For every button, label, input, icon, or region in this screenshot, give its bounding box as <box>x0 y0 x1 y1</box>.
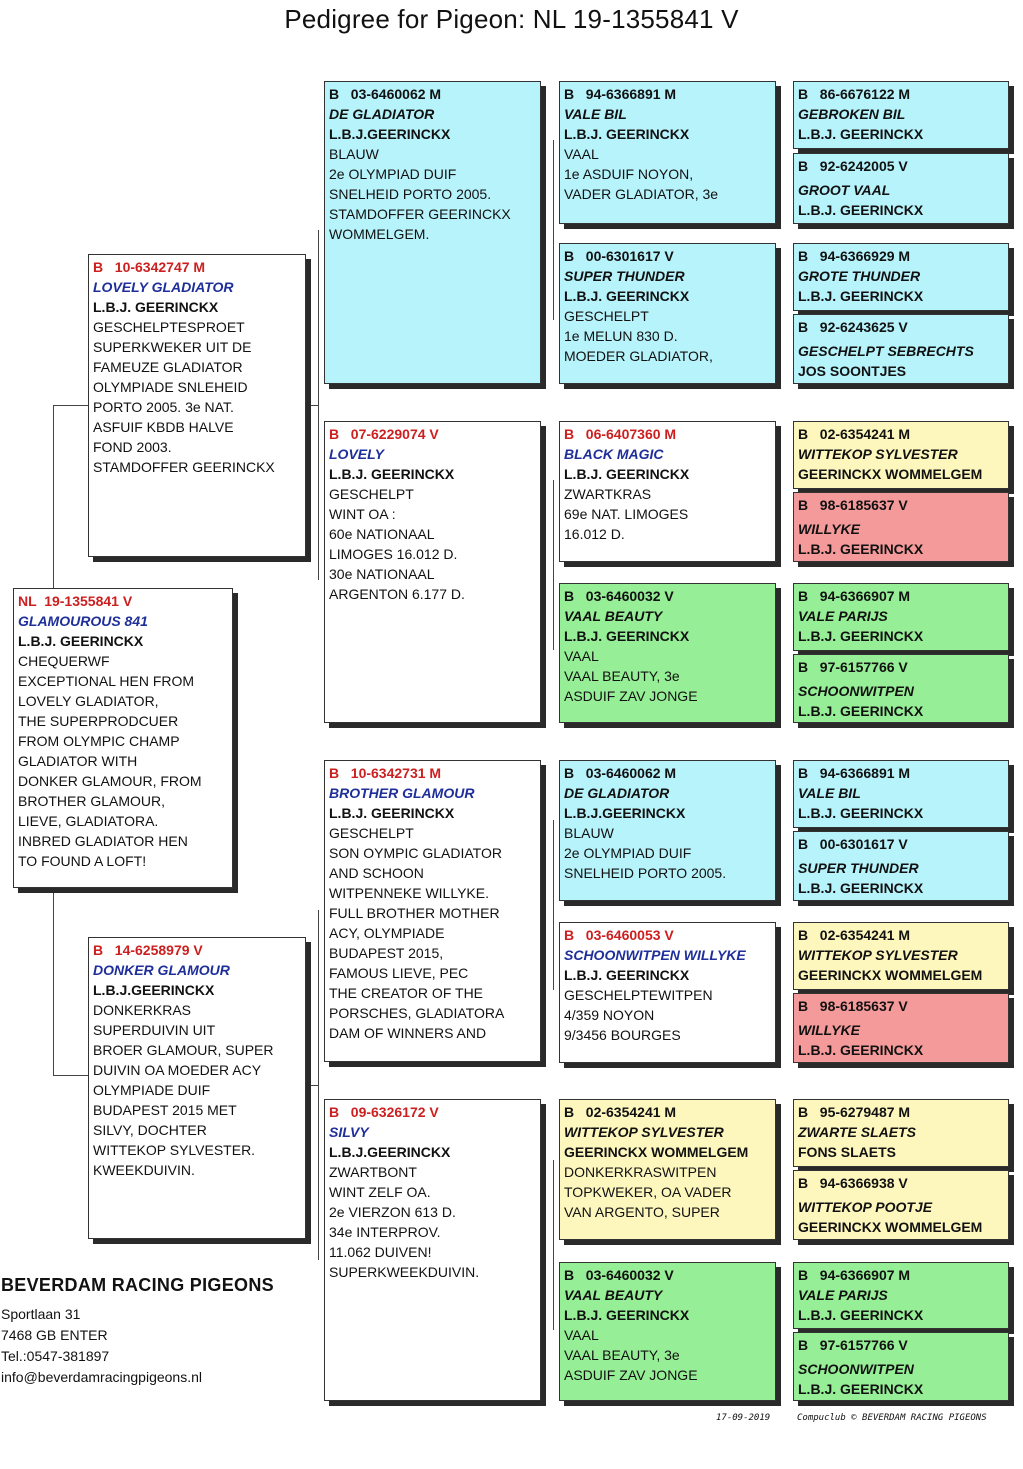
info-line: FOND 2003. <box>93 439 172 455</box>
ring-number: B 94-6366907 M <box>798 588 911 604</box>
info-line: 30e NATIONAAL <box>329 566 435 582</box>
pigeon-name: VAAL BEAUTY <box>564 1287 663 1303</box>
breeder: GEERINCKX WOMMELGEM <box>798 1219 983 1235</box>
page-title: Pedigree for Pigeon: NL 19-1355841 V <box>284 4 739 34</box>
breeder: L.B.J. GEERINCKX <box>564 466 690 482</box>
info-line: ACY, OLYMPIADE <box>329 925 445 941</box>
info-line: GESCHELPT <box>564 308 649 324</box>
breeder: JOS SOONTJES <box>798 363 907 379</box>
ring-number: B 94-6366891 M <box>798 765 911 781</box>
breeder: L.B.J. GEERINCKX <box>798 288 924 304</box>
breeder: L.B.J. GEERINCKX <box>564 1307 690 1323</box>
ring-number: B 02-6354241 M <box>564 1104 677 1120</box>
info-line: INBRED GLADIATOR HEN <box>18 833 188 849</box>
info-line: 4/359 NOYON <box>564 1007 655 1023</box>
print-date: 17-09-2019 <box>716 1413 771 1423</box>
breeder: L.B.J. GEERINCKX <box>798 202 924 218</box>
info-line: DONKER GLAMOUR, FROM <box>18 773 202 789</box>
info-line: DAM OF WINNERS AND <box>329 1025 487 1041</box>
pigeon-name: VALE PARIJS <box>798 608 888 624</box>
breeder: GEERINCKX WOMMELGEM <box>798 466 983 482</box>
pigeon-card-g4-14 <box>793 1170 1009 1240</box>
breeder: L.B.J. GEERINCKX <box>329 805 455 821</box>
info-line: VAAL <box>564 648 599 664</box>
connector-g2-2 <box>553 480 554 650</box>
info-line: GESCHELPT <box>329 825 414 841</box>
pigeon-name: SCHOONWITPEN WILLYKE <box>564 947 746 963</box>
pigeon-card-g4-13 <box>793 1099 1009 1167</box>
info-line: STAMDOFFER GEERINCKX <box>329 206 511 222</box>
info-line: WITPENNEKE WILLYKE. <box>329 885 489 901</box>
connector-g2-3 <box>553 820 554 990</box>
info-line: 1e MELUN 830 D. <box>564 328 678 344</box>
pigeon-name: VALE PARIJS <box>798 1287 888 1303</box>
pigeon-name: SUPER THUNDER <box>798 860 919 876</box>
loft-city: 7468 GB ENTER <box>1 1327 108 1343</box>
info-line: VADER GLADIATOR, 3e <box>564 186 719 202</box>
info-line: LOVELY GLADIATOR, <box>18 693 159 709</box>
loft-phone: Tel.:0547-381897 <box>1 1348 110 1364</box>
ring-number: NL 19-1355841 V <box>18 593 133 609</box>
pigeon-name: GESCHELPT SEBRECHTS <box>798 343 974 359</box>
ring-number: B 97-6157766 V <box>798 1337 908 1353</box>
info-line: 2e OLYMPIAD DUIF <box>329 166 457 182</box>
pigeon-name: WILLYKE <box>798 521 860 537</box>
breeder: L.B.J. GEERINCKX <box>564 628 690 644</box>
info-line: GESCHELPTESPROET <box>93 319 245 335</box>
pigeon-name: VALE BIL <box>564 106 627 122</box>
pigeon-card-g2-3 <box>324 760 541 1062</box>
pigeon-name: SUPER THUNDER <box>564 268 685 284</box>
pigeon-card-g2-1 <box>324 81 541 384</box>
info-line: SUPERKWEKER UIT DE <box>93 339 252 355</box>
pigeon-card-g4-10 <box>793 831 1009 901</box>
ring-number: B 09-6326172 V <box>329 1104 439 1120</box>
info-line: VAAL BEAUTY, 3e <box>564 1347 680 1363</box>
pigeon-name: GEBROKEN BIL <box>798 106 906 122</box>
info-line: GESCHELPTEWITPEN <box>564 987 713 1003</box>
connector-g2-4 <box>553 1160 554 1330</box>
info-line: OLYMPIADE DUIF <box>93 1082 211 1098</box>
pigeon-name: GLAMOUROUS 841 <box>18 613 148 629</box>
ring-number: B 00-6301617 V <box>798 836 908 852</box>
pigeon-card-g4-3 <box>793 243 1009 311</box>
pigeon-name: ZWARTE SLAETS <box>798 1124 916 1140</box>
info-line: 2e OLYMPIAD DUIF <box>564 845 692 861</box>
ring-number: B 02-6354241 M <box>798 426 911 442</box>
ring-number: B 03-6460032 V <box>564 588 674 604</box>
info-line: SNELHEID PORTO 2005. <box>564 865 727 881</box>
info-line: BLAUW <box>329 146 379 162</box>
info-line: THE CREATOR OF THE <box>329 985 484 1001</box>
info-line: 11.062 DUIVEN! <box>329 1244 432 1260</box>
info-line: LIMOGES 16.012 D. <box>329 546 458 562</box>
connector-sire-h <box>306 405 319 406</box>
pigeon-name: LOVELY GLADIATOR <box>93 279 234 295</box>
info-line: BUDAPEST 2015 MET <box>93 1102 237 1118</box>
info-line: VAN ARGENTO, SUPER <box>564 1204 720 1220</box>
loft-name: BEVERDAM RACING PIGEONS <box>1 1275 274 1295</box>
info-line: ZWARTBONT <box>329 1164 417 1180</box>
pigeon-card-g4-5 <box>793 421 1009 489</box>
breeder: GEERINCKX WOMMELGEM <box>798 967 983 983</box>
ring-number: B 98-6185637 V <box>798 497 908 513</box>
info-line: STAMDOFFER GEERINCKX <box>93 459 275 475</box>
loft-street: Sportlaan 31 <box>1 1306 81 1322</box>
ring-number: B 07-6229074 V <box>329 426 439 442</box>
info-line: THE SUPERPRODCUER <box>18 713 179 729</box>
pigeon-name: WILLYKE <box>798 1022 860 1038</box>
pigeon-name: WITTEKOP POOTJE <box>798 1199 933 1215</box>
pigeon-card-g3-2 <box>559 243 776 384</box>
breeder: L.B.J. GEERINCKX <box>798 628 924 644</box>
breeder: L.B.J. GEERINCKX <box>564 288 690 304</box>
pigeon-name: VAAL BEAUTY <box>564 608 663 624</box>
info-line: PORSCHES, GLADIATORA <box>329 1005 505 1021</box>
info-line: SON OYMPIC GLADIATOR <box>329 845 502 861</box>
breeder: L.B.J. GEERINCKX <box>798 703 924 719</box>
info-line: DONKERKRASWITPEN <box>564 1164 717 1180</box>
pigeon-name: LOVELY <box>329 446 384 462</box>
connector-subject-dam <box>53 1075 89 1076</box>
info-line: AND SCHOON <box>329 865 424 881</box>
info-line: FAMEUZE GLADIATOR <box>93 359 243 375</box>
ring-number: B 10-6342731 M <box>329 765 442 781</box>
pigeon-card-g3-8 <box>559 1262 776 1401</box>
connector-dam-h <box>306 1085 319 1086</box>
breeder: L.B.J. GEERINCKX <box>798 1307 924 1323</box>
pigeon-card-g4-9 <box>793 760 1009 828</box>
pigeon-card-g4-8 <box>793 654 1009 723</box>
info-line: ARGENTON 6.177 D. <box>329 586 465 602</box>
info-line: 9/3456 BOURGES <box>564 1027 681 1043</box>
pigeon-card-g4-2 <box>793 153 1009 224</box>
ring-number: B 94-6366891 M <box>564 86 677 102</box>
info-line: BLAUW <box>564 825 614 841</box>
ring-number: B 03-6460062 M <box>329 86 442 102</box>
pigeon-name: VALE BIL <box>798 785 861 801</box>
info-line: TOPKWEKER, OA VADER <box>564 1184 732 1200</box>
pigeon-name: WITTEKOP SYLVESTER <box>798 446 958 462</box>
pigeon-card-g2-2 <box>324 421 541 723</box>
pigeon-card-g4-7 <box>793 583 1009 651</box>
breeder: L.B.J. GEERINCKX <box>93 299 219 315</box>
pigeon-card-g3-7 <box>559 1099 776 1240</box>
breeder: L.B.J. GEERINCKX <box>798 880 924 896</box>
pigeon-card-sire <box>88 254 306 557</box>
info-line: 69e NAT. LIMOGES <box>564 506 689 522</box>
breeder: GEERINCKX WOMMELGEM <box>564 1144 749 1160</box>
breeder: L.B.J. GEERINCKX <box>798 1381 924 1397</box>
connector-subject-dam-v <box>53 890 54 1076</box>
info-line: BUDAPEST 2015, <box>329 945 444 961</box>
info-line: ASDUIF ZAV JONGE <box>564 688 698 704</box>
breeder: L.B.J. GEERINCKX <box>798 126 924 142</box>
pigeon-card-g3-3 <box>559 421 776 562</box>
info-line: SILVY, DOCHTER <box>93 1122 207 1138</box>
info-line: BROTHER GLAMOUR, <box>18 793 166 809</box>
ring-number: B 95-6279487 M <box>798 1104 911 1120</box>
info-line: KWEEKDUIVIN. <box>93 1162 195 1178</box>
ring-number: B 02-6354241 M <box>798 927 911 943</box>
info-line: VAAL BEAUTY, 3e <box>564 668 680 684</box>
breeder: L.B.J. GEERINCKX <box>564 967 690 983</box>
ring-number: B 94-6366938 V <box>798 1175 908 1191</box>
ring-number: B 94-6366907 M <box>798 1267 911 1283</box>
info-line: 2e VIERZON 613 D. <box>329 1204 456 1220</box>
loft-email: info@beverdamracingpigeons.nl <box>1 1369 202 1385</box>
copyright-notice: Compuclub © BEVERDAM RACING PIGEONS <box>797 1413 987 1423</box>
info-line: DUIVIN OA MOEDER ACY <box>93 1062 262 1078</box>
ring-number: B 03-6460053 V <box>564 927 674 943</box>
info-line: SUPERDUIVIN UIT <box>93 1022 216 1038</box>
pigeon-name: DONKER GLAMOUR <box>93 962 230 978</box>
ring-number: B 03-6460062 M <box>564 765 677 781</box>
info-line: MOEDER GLADIATOR, <box>564 348 713 364</box>
pigeon-card-subject <box>13 588 233 888</box>
pigeon-name: SCHOONWITPEN <box>798 683 914 699</box>
breeder: L.B.J. GEERINCKX <box>798 541 924 557</box>
breeder: L.B.J. GEERINCKX <box>564 126 690 142</box>
ring-number: B 92-6242005 V <box>798 158 908 174</box>
breeder: L.B.J.GEERINCKX <box>329 126 451 142</box>
ring-number: B 03-6460032 V <box>564 1267 674 1283</box>
pigeon-card-g4-16 <box>793 1332 1009 1401</box>
info-line: OLYMPIADE SNLEHEID <box>93 379 248 395</box>
info-line: VAAL <box>564 1327 599 1343</box>
breeder: L.B.J.GEERINCKX <box>93 982 215 998</box>
pigeon-card-g3-4 <box>559 583 776 723</box>
ring-number: B 10-6342747 M <box>93 259 206 275</box>
info-line: ASDUIF ZAV JONGE <box>564 1367 698 1383</box>
info-line: TO FOUND A LOFT! <box>18 853 147 869</box>
pigeon-card-g4-11 <box>793 922 1009 990</box>
info-line: WINT ZELF OA. <box>329 1184 431 1200</box>
pigeon-name: GROTE THUNDER <box>798 268 921 284</box>
breeder: FONS SLAETS <box>798 1144 897 1160</box>
pigeon-name: BLACK MAGIC <box>564 446 664 462</box>
info-line: CHEQUERWF <box>18 653 110 669</box>
pigeon-card-g2-4 <box>324 1099 541 1401</box>
pigeon-card-g3-5 <box>559 760 776 901</box>
pigeon-card-g4-4 <box>793 314 1009 384</box>
ring-number: B 06-6407360 M <box>564 426 677 442</box>
connector-subject-sire <box>53 405 89 406</box>
info-line: FROM OLYMPIC CHAMP <box>18 733 180 749</box>
info-line: 34e INTERPROV. <box>329 1224 441 1240</box>
pigeon-name: DE GLADIATOR <box>564 785 670 801</box>
pigeon-name: BROTHER GLAMOUR <box>329 785 475 801</box>
info-line: FAMOUS LIEVE, PEC <box>329 965 469 981</box>
info-line: FULL BROTHER MOTHER <box>329 905 500 921</box>
pigeon-name: GROOT VAAL <box>798 182 891 198</box>
info-line: SUPERKWEEKDUIVIN. <box>329 1264 480 1280</box>
connector-g2-1 <box>553 140 554 320</box>
breeder: L.B.J.GEERINCKX <box>329 1144 451 1160</box>
breeder: L.B.J. GEERINCKX <box>18 633 144 649</box>
ring-number: B 98-6185637 V <box>798 998 908 1014</box>
pigeon-name: SCHOONWITPEN <box>798 1361 914 1377</box>
pigeon-card-dam <box>88 937 306 1239</box>
loft-info <box>1 1275 321 1388</box>
info-line: WITTEKOP SYLVESTER. <box>93 1142 256 1158</box>
info-line: 16.012 D. <box>564 526 625 542</box>
info-line: VAAL <box>564 146 599 162</box>
info-line: ASFUIF KBDB HALVE <box>93 419 234 435</box>
breeder: L.B.J. GEERINCKX <box>798 805 924 821</box>
info-line: GESCHELPT <box>329 486 414 502</box>
info-line: BROER GLAMOUR, SUPER <box>93 1042 274 1058</box>
ring-number: B 97-6157766 V <box>798 659 908 675</box>
pigeon-card-g3-1 <box>559 81 776 224</box>
breeder: L.B.J.GEERINCKX <box>564 805 686 821</box>
info-line: 1e ASDUIF NOYON, <box>564 166 694 182</box>
ring-number: B 14-6258979 V <box>93 942 203 958</box>
info-line: WINT OA : <box>329 506 396 522</box>
pigeon-name: WITTEKOP SYLVESTER <box>798 947 958 963</box>
pigeon-card-g4-6 <box>793 492 1009 562</box>
ring-number: B 92-6243625 V <box>798 319 908 335</box>
breeder: L.B.J. GEERINCKX <box>329 466 455 482</box>
ring-number: B 00-6301617 V <box>564 248 674 264</box>
ring-number: B 94-6366929 M <box>798 248 911 264</box>
info-line: WOMMELGEM. <box>329 226 430 242</box>
info-line: PORTO 2005. 3e NAT. <box>93 399 234 415</box>
pigeon-name: DE GLADIATOR <box>329 106 435 122</box>
info-line: LIEVE, GLADIATORA. <box>18 813 159 829</box>
pigeon-name: SILVY <box>329 1124 369 1140</box>
pigeon-card-g4-1 <box>793 81 1009 149</box>
info-line: DONKERKRAS <box>93 1002 192 1018</box>
info-line: GLADIATOR WITH <box>18 753 138 769</box>
pigeon-name: WITTEKOP SYLVESTER <box>564 1124 724 1140</box>
info-line: ZWARTKRAS <box>564 486 652 502</box>
ring-number: B 86-6676122 M <box>798 86 911 102</box>
pigeon-card-g3-6 <box>559 922 776 1063</box>
info-line: 60e NATIONAAL <box>329 526 435 542</box>
breeder: L.B.J. GEERINCKX <box>798 1042 924 1058</box>
info-line: SNELHEID PORTO 2005. <box>329 186 492 202</box>
pigeon-card-g4-15 <box>793 1262 1009 1329</box>
pigeon-card-g4-12 <box>793 993 1009 1063</box>
info-line: EXCEPTIONAL HEN FROM <box>18 673 195 689</box>
